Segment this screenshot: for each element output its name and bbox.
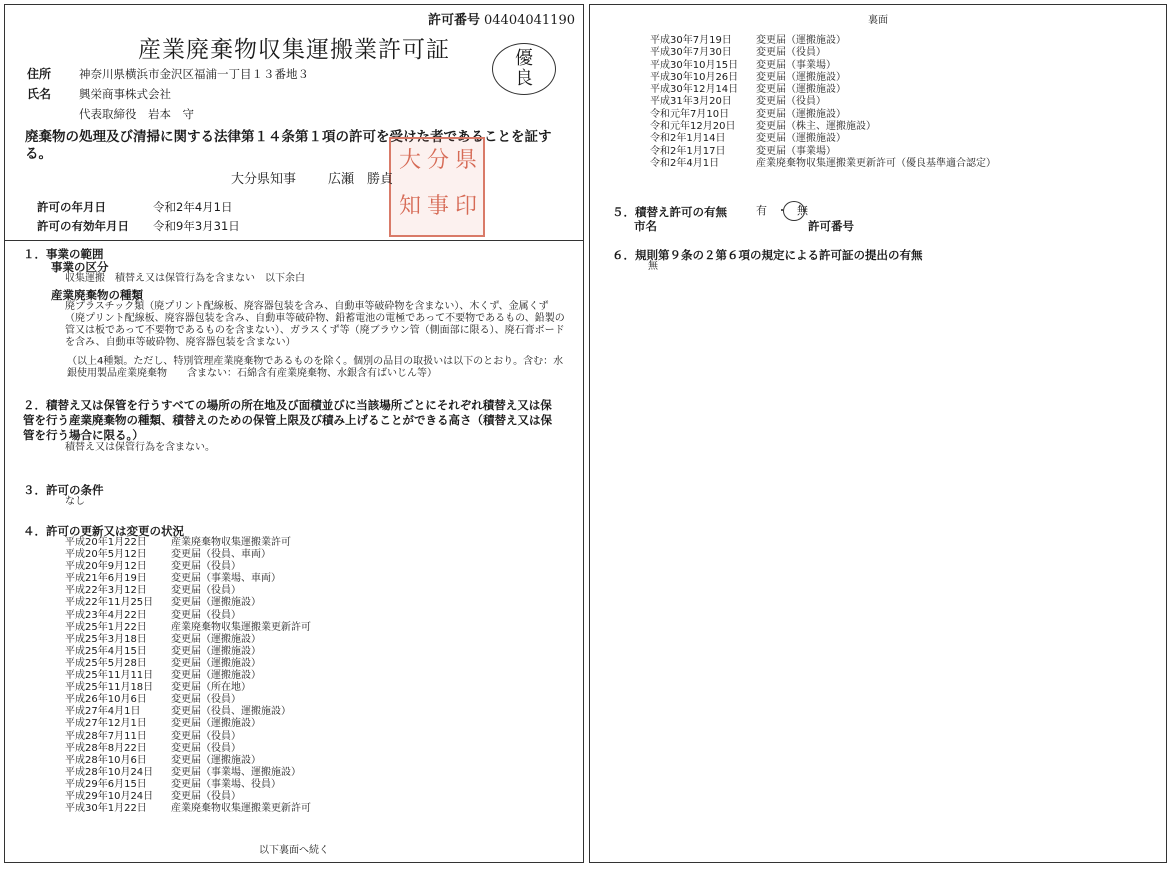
history-date: 平成31年3月20日 [650,96,732,108]
validity-date-row [37,218,240,234]
history-row [65,791,311,803]
history-row [65,585,311,597]
seal-glyph: 分 [427,148,450,173]
history-row [65,731,311,743]
permit-number-value: 04404041190 [484,13,575,28]
section-6-text: 無 [648,261,658,272]
permit-date-row [37,199,232,215]
history-date: 平成28年10月6日 [65,754,147,766]
history-row [650,47,996,59]
certificate-front-page [4,4,584,863]
history-row [650,121,996,133]
history-date: 平成25年11月18日 [65,682,154,694]
history-row [65,682,311,694]
history-event: 変更届（役員） [171,742,241,754]
history-date: 令和元年7月10日 [650,108,730,120]
history-event: 変更届（役員） [171,585,241,597]
history-row [650,146,996,158]
representative-row [27,106,194,122]
history-event: 産業廃棄物収集運搬業更新許可 [171,803,311,815]
history-row [65,646,311,658]
history-row [65,537,311,549]
history-date: 平成30年10月15日 [650,59,739,71]
section-1-heading: １．事業の範囲 [23,247,104,261]
waste-types-text: 廃プラスチック類（廃プリント配線板、廃容器包装を含み、自動車等破砕物を含まない）、木くず、金属くず（廃プリント配線板、廃容器包装を含み、自動車等破砕物、鉛蓄電池の電極であって不要物であるもの、鉛製の管又は板であって不要物であるものを含まない）、ガラスくず等（廃ブラウン管（側面部に限る）、廃石膏ボードを含み、自動車等破砕物、廃容器包装を含まない） [65,301,565,348]
city-name-label: 市名 [634,219,657,233]
business-category-text: 収集運搬 積替え又は保管行為を含まない 以下余白 [65,273,305,284]
history-row [65,706,311,718]
history-row [65,694,311,706]
history-event: 産業廃棄物収集運搬業許可 [171,537,291,548]
history-event: 変更届（役員） [171,561,241,573]
section-6-heading: ６．規則第９条の２第６項の規定による許可証の提出の有無 [612,248,923,262]
history-date: 平成29年6月15日 [65,778,147,790]
back-side-header: 裏面 [868,15,888,26]
address-label: 住所 [27,67,52,81]
history-event: 変更届（運搬施設） [171,633,261,645]
history-date: 令和2年4月1日 [650,157,720,169]
history-event: 変更届（運搬施設） [756,133,846,145]
badge-char-1: 優 [515,48,533,69]
history-row [650,72,996,84]
history-date: 平成30年7月19日 [650,35,732,46]
seal-glyph: 大 [399,148,422,173]
section-2-heading: ２．積替え又は保管を行うすべての場所の所在地及び面積並びに当該場所ごとにそれぞれ積替え又は保管を行う産業廃棄物の種類、積替えのための保管上限及び積み上げることができる高さ（積替え又は保管を行う場合に限る。） [23,398,552,442]
history-date: 平成25年4月15日 [65,645,147,657]
history-date: 平成27年4月1日 [65,706,141,718]
history-row [65,610,311,622]
history-date: 平成20年1月22日 [65,537,147,548]
history-row [650,84,996,96]
history-row [650,60,996,72]
name-row [27,85,171,102]
history-row [65,718,311,730]
history-row [65,658,311,670]
official-seal [389,137,485,237]
seal-glyph: 印 [455,194,478,219]
option-yes: 有 [756,204,767,217]
history-date: 平成26年10月6日 [65,694,147,706]
badge-char-2: 良 [515,68,533,89]
history-date: 平成22年11月25日 [65,597,154,609]
history-row [650,96,996,108]
seal-glyph: 知 [399,194,422,219]
history-date: 令和2年1月14日 [650,133,726,145]
waste-types-note: （以上4種類。ただし、特別管理産業廃棄物であるものを除く。個別の品目の取扱いは以下のとおり。含む：水銀使用製品産業廃棄物 含まない：石綿含有産業廃棄物、水銀含有ばいじん等） [67,356,564,379]
history-date: 平成28年10月24日 [65,766,154,778]
section-3-heading: ３．許可の条件 [23,483,104,497]
permit-number-label: 許可番号 [428,13,481,28]
history-date: 平成25年1月22日 [65,621,147,633]
address-value: 神奈川県横浜市金沢区福浦一丁目１３番地３ [79,67,309,81]
history-event: 変更届（運搬施設） [171,670,261,682]
history-date: 平成25年5月28日 [65,657,147,669]
back-history-list [650,35,996,170]
history-event: 変更届（運搬施設） [171,657,261,669]
history-row [65,561,311,573]
history-row [650,35,996,47]
history-date: 平成22年3月12日 [65,585,147,597]
history-date: 平成21年6月19日 [65,573,147,585]
history-event: 変更届（運搬施設） [171,597,261,609]
history-row [65,597,311,609]
history-row [650,158,996,170]
history-event: 変更届（役員） [171,609,241,621]
governor-title: 大分県知事 [231,172,297,187]
history-event: 変更届（役員、車両） [171,549,271,561]
certificate-back-page [589,4,1167,863]
history-row [65,743,311,755]
history-event: 産業廃棄物収集運搬業更新許可（優良基準適合認定） [756,157,996,169]
history-date: 平成25年3月18日 [65,633,147,645]
history-date: 平成25年11月11日 [65,670,154,682]
history-date: 平成20年9月12日 [65,561,147,573]
certification-statement: 廃棄物の処理及び清掃に関する法律第１４条第１項の許可を受けた者であることを証する。 [25,129,552,162]
permit-date-label: 許可の年月日 [37,200,106,214]
history-event: 変更届（事業場、車両） [171,573,281,585]
history-event: 変更届（運搬施設） [756,108,846,120]
waste-types-label: 産業廃棄物の種類 [51,288,143,302]
selected-option-circle [783,201,805,221]
history-row [65,767,311,779]
representative: 代表取締役 岩本 守 [79,107,194,121]
document-title: 産業廃棄物収集運搬業許可証 [138,37,450,63]
company-name: 興栄商事株式会社 [79,87,171,101]
history-row [65,634,311,646]
history-row [65,573,311,585]
history-event: 変更届（運搬施設） [171,754,261,766]
history-event: 変更届（役員） [171,694,241,706]
history-date: 令和元年12月20日 [650,121,736,133]
option-no: 無 [797,204,808,217]
transfer-permit-number-label: 許可番号 [808,219,854,233]
history-event: 変更届（運搬施設） [171,645,261,657]
history-event: 変更届（事業場、運搬施設） [171,766,301,778]
history-row [65,755,311,767]
history-event: 変更届（運搬施設） [756,84,846,96]
history-date: 平成28年8月22日 [65,742,147,754]
validity-date: 令和9年3月31日 [153,219,240,233]
change-history-list [65,537,311,815]
history-event: 産業廃棄物収集運搬業更新許可 [171,621,311,633]
history-date: 平成30年7月30日 [650,47,732,59]
section-4-heading: ４．許可の更新又は変更の状況 [23,524,184,538]
history-row [65,670,311,682]
history-row [65,779,311,791]
history-date: 平成23年4月22日 [65,609,147,621]
address-row [27,65,309,82]
history-event: 変更届（運搬施設） [756,71,846,83]
history-event: 変更届（役員） [171,730,241,742]
business-category-label: 事業の区分 [51,260,109,274]
history-event: 変更届（役員、運搬施設） [171,706,291,718]
history-row [65,803,311,815]
permit-date: 令和2年4月1日 [153,200,233,214]
yuryo-badge [492,43,556,95]
history-date: 平成29年10月24日 [65,790,154,802]
history-date: 平成30年12月14日 [650,84,739,96]
seal-glyph: 県 [455,148,478,173]
continued-note: 以下裏面へ続く [259,845,329,856]
history-row [650,109,996,121]
section-5-heading: ５．積替え許可の有無 [612,205,727,219]
validity-label: 許可の有効年月日 [37,219,129,233]
history-event: 変更届（役員） [171,790,241,802]
history-event: 変更届（株主、運搬施設） [756,121,876,133]
seal-glyph: 事 [427,194,450,219]
history-date: 令和2年1月17日 [650,145,726,157]
section-2-text: 積替え又は保管行為を含まない。 [65,442,215,453]
governor-name: 広瀬 勝貞 [328,172,394,187]
history-date: 平成27年12月1日 [65,718,147,730]
option-separator: ・ [776,204,788,217]
header-divider [5,240,583,241]
history-date: 平成30年10月26日 [650,71,739,83]
history-row [650,133,996,145]
history-event: 変更届（事業場、役員） [171,778,281,790]
history-event: 変更届（運搬施設） [171,718,261,730]
issuer [231,168,393,187]
history-row [65,549,311,561]
history-row [65,622,311,634]
permit-number [428,9,575,28]
history-event: 変更届（運搬施設） [756,35,846,46]
history-event: 変更届（事業場） [756,145,836,157]
history-event: 変更届（役員） [756,47,826,59]
history-date: 平成20年5月12日 [65,549,147,561]
history-event: 変更届（役員） [756,96,826,108]
history-date: 平成28年7月11日 [65,730,147,742]
history-event: 変更届（事業場） [756,59,836,71]
history-date: 平成30年1月22日 [65,803,147,815]
name-label: 氏名 [27,87,52,101]
section-3-text: なし [65,496,85,507]
history-event: 変更届（所在地） [171,682,251,694]
